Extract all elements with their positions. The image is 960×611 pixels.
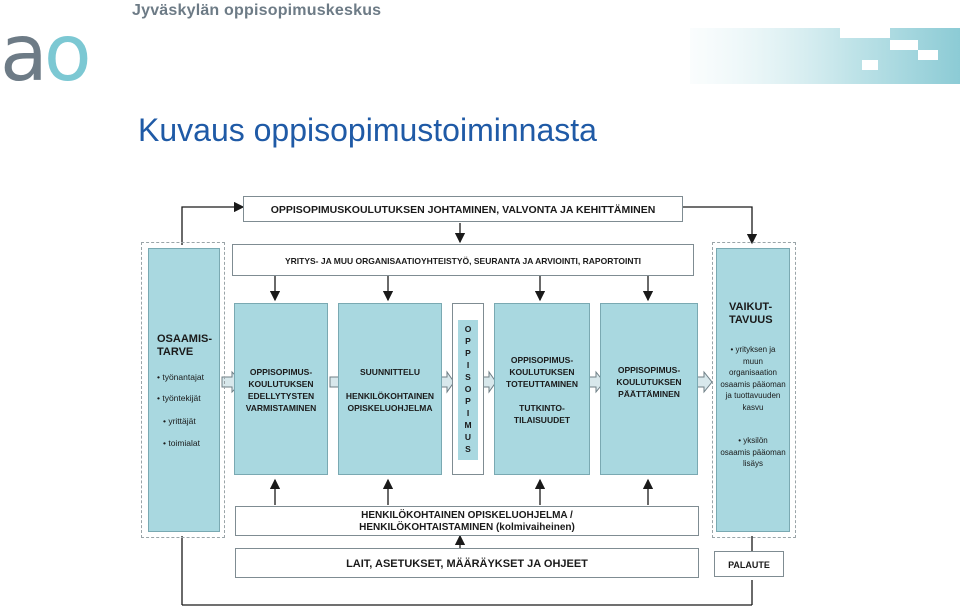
impact-item: • yksilön osaamis pääoman lisäys xyxy=(720,436,786,468)
impact-item: • yrityksen ja muun organisaation osaamis pääoman ja tuottavuuden kasvu xyxy=(720,345,786,412)
personal-study-plan-bar xyxy=(235,506,699,536)
skills-need-title: OSAAMIS- TARVE xyxy=(157,333,212,358)
impact-panel xyxy=(716,248,790,532)
skills-need-item: • yrittäjät xyxy=(163,416,196,426)
feedback-box xyxy=(714,551,784,577)
process-box-label: OPPISOPIMUS- KOULUTUKSEN TOTEUTTAMINEN TUTKINTO- TILAISUUDET xyxy=(506,355,578,425)
process-box-label: SUUNNITTELU HENKILÖKOHTAINEN OPISKELUOHJELMA xyxy=(345,367,435,413)
process-box-implementation xyxy=(494,303,590,475)
process-box-completion xyxy=(600,303,698,475)
personal-study-plan-label: HENKILÖKOHTAINEN OPISKELUOHJELMA / HENKILÖKOHTAISTAMINEN (kolmivaiheinen) xyxy=(359,510,575,533)
process-box-label: OPPISOPIMUS- KOULUTUKSEN PÄÄTTÄMINEN xyxy=(616,365,682,399)
process-box-planning xyxy=(338,303,442,475)
laws-regulations-bar xyxy=(235,548,699,578)
skills-need-item: • toimialat xyxy=(163,438,200,448)
skills-need-item: • työnantajat xyxy=(157,372,204,382)
cooperation-bar xyxy=(232,244,694,276)
organization-name: Jyväskylän oppisopimuskeskus xyxy=(132,2,382,19)
management-bar xyxy=(243,196,683,222)
oppisopimus-vertical-inner xyxy=(458,320,478,460)
oppisopimus-vertical-label: OPPISOPIMUS xyxy=(463,324,473,456)
management-bar-label: OPPISOPIMUSKOULUTUKSEN JOHTAMINEN, VALVONTA JA KEHITTÄMINEN xyxy=(270,204,656,216)
impact-title: VAIKUT- TAVUUS xyxy=(729,301,773,326)
feedback-label: PALAUTE xyxy=(728,560,770,570)
process-box-label: OPPISOPIMUS- KOULUTUKSEN EDELLYTYSTEN VARMISTAMINEN xyxy=(245,367,317,413)
oppisopimus-vertical-box xyxy=(452,303,484,475)
cooperation-bar-label: YRITYS- JA MUU ORGANISAATIOYHTEISTYÖ, SEURANTA JA ARVIOINTI, RAPORTOINTI xyxy=(284,256,642,266)
logo-text: ao xyxy=(0,10,88,90)
skills-need-panel xyxy=(148,248,220,532)
laws-regulations-label: LAIT, ASETUKSET, MÄÄRÄYKSET JA OHJEET xyxy=(346,558,588,570)
process-box-prerequisites xyxy=(234,303,328,475)
slide-title: Kuvaus oppisopimustoiminnasta xyxy=(138,112,597,148)
skills-need-item: • työntekijät xyxy=(157,393,201,403)
